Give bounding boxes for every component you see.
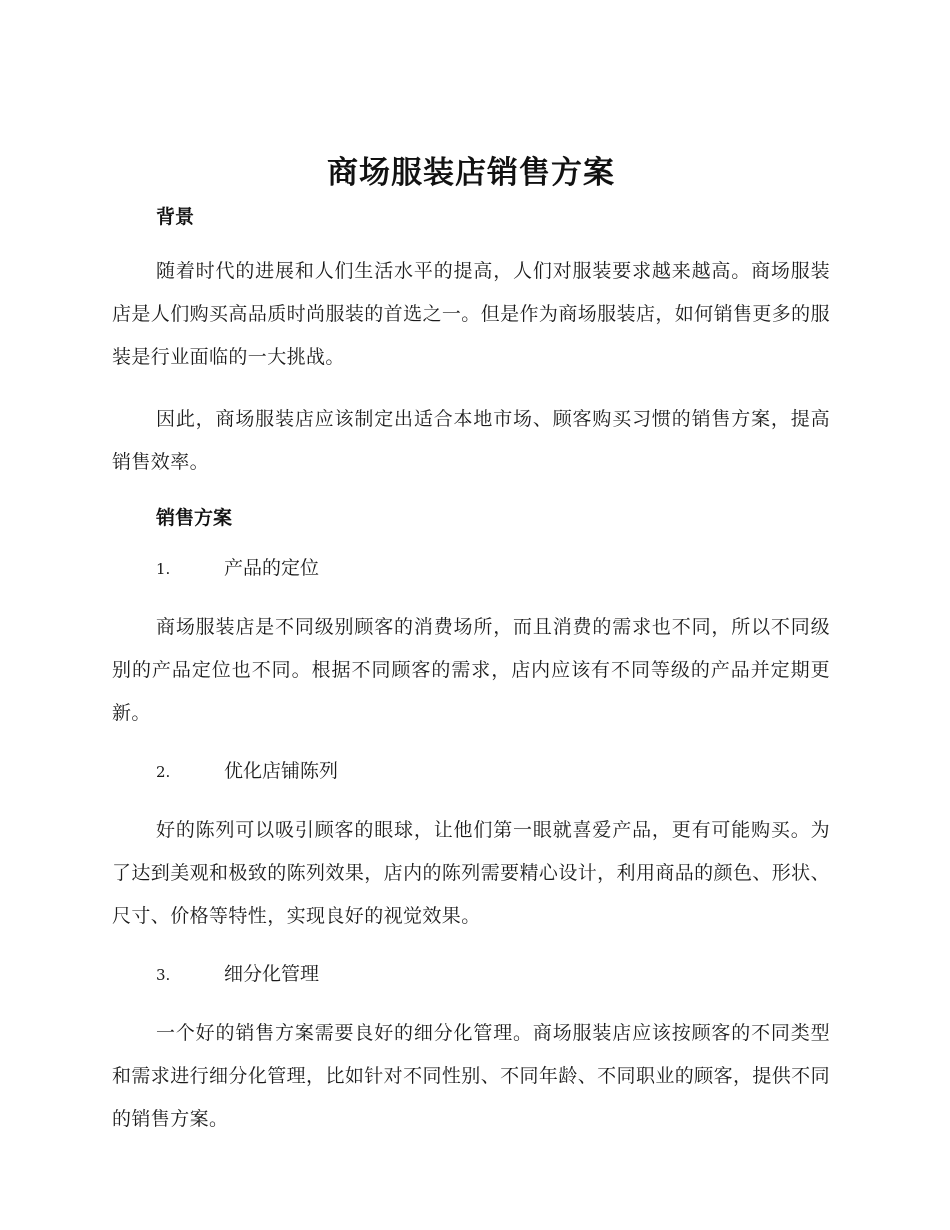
- numbered-item-2-heading: [112, 754, 830, 789]
- document-content: [112, 150, 830, 1160]
- section-heading-sales-plan: 销售方案: [156, 507, 233, 529]
- numbered-item-3-heading: [112, 957, 830, 992]
- background-paragraph-2: 因此，商场服装店应该制定出适合本地市场、顾客购买习惯的销售方案，提高销售效率。: [112, 408, 830, 473]
- item-title: 优化店铺陈列: [224, 760, 339, 782]
- item-number: 1.: [156, 560, 171, 578]
- document-title: 商场服装店销售方案: [327, 155, 615, 191]
- item-2-paragraph: 好的陈列可以吸引顾客的眼球，让他们第一眼就喜爱产品，更有可能购买。为了达到美观和极致的陈列效果，店内的陈列需要精心设计，利用商品的颜色、形状、尺寸、价格等特性，实现良好的视觉效果。: [112, 819, 830, 927]
- background-paragraph-1: 随着时代的进展和人们生活水平的提高，人们对服装要求越来越高。商场服装店是人们购买高品质时尚服装的首选之一。但是作为商场服装店，如何销售更多的服装是行业面临的一大挑战。: [112, 260, 830, 368]
- item-title: 细分化管理: [224, 963, 320, 985]
- item-1-paragraph: 商场服装店是不同级别顾客的消费场所，而且消费的需求也不同，所以不同级别的产品定位也不同。根据不同顾客的需求，店内应该有不同等级的产品并定期更新。: [112, 616, 830, 724]
- section-heading-background: 背景: [156, 206, 195, 228]
- item-number: 2.: [156, 763, 171, 781]
- numbered-item-1-heading: [112, 551, 830, 586]
- item-title: 产品的定位: [224, 557, 320, 579]
- item-3-paragraph: 一个好的销售方案需要良好的细分化管理。商场服装店应该按顾客的不同类型和需求进行细分化管理，比如针对不同性别、不同年龄、不同职业的顾客，提供不同的销售方案。: [112, 1022, 830, 1130]
- item-number: 3.: [156, 966, 171, 984]
